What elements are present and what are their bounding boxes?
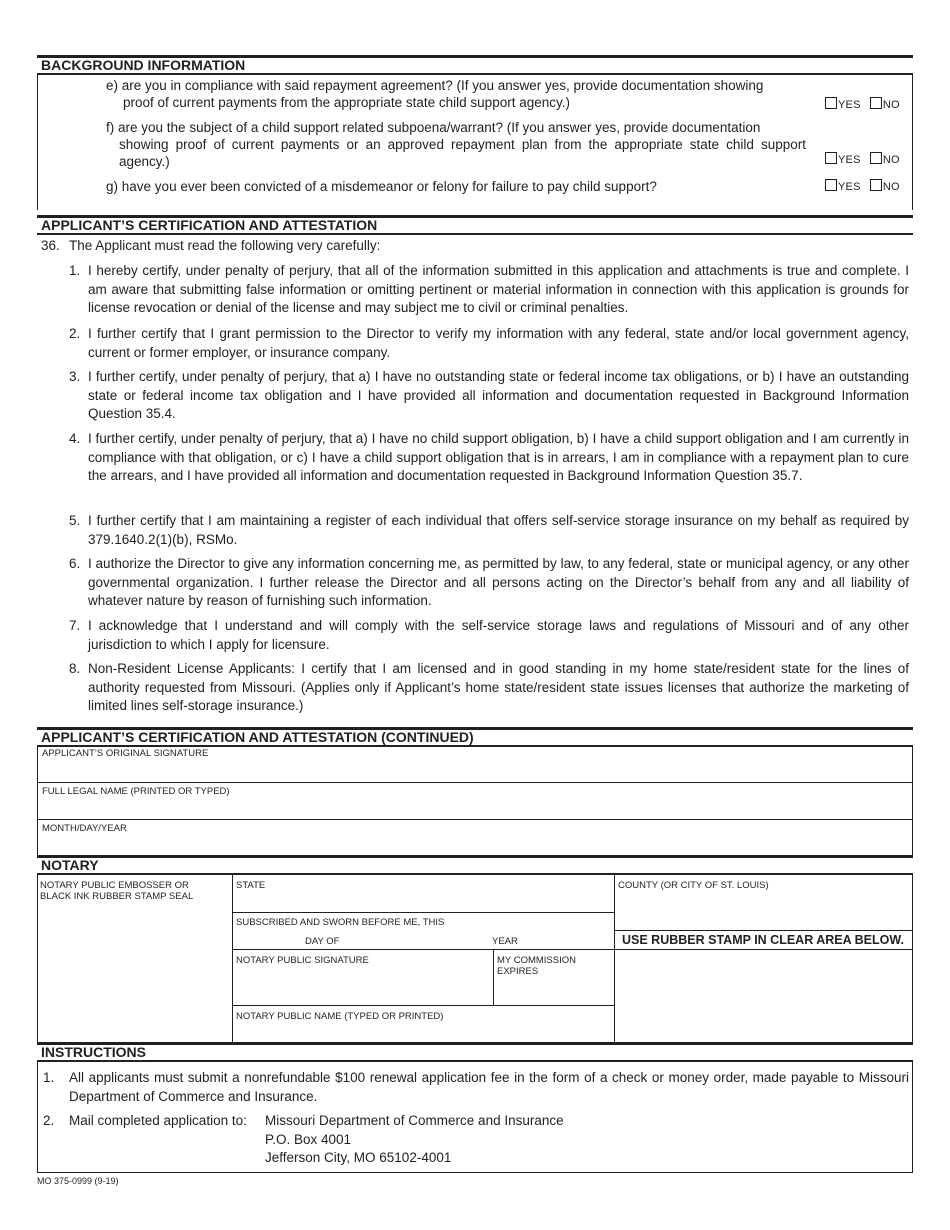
cert-item-5: I further certify that I am maintaining a register of each individual that offers self-service storage insurance on my behalf as required by 379.1640.2(1)(b), RSMo. [88, 513, 909, 547]
commission-label-line: MY COMMISSION [497, 955, 576, 966]
sworn-divider [232, 949, 614, 950]
notary-signature-label: NOTARY PUBLIC SIGNATURE [236, 955, 369, 966]
instructions-right-border [912, 1062, 913, 1172]
notary-signature-field[interactable] [233, 967, 492, 1005]
no-checkbox[interactable] [870, 97, 882, 109]
cert-item-1: I hereby certify, under penalty of perjury, that all of the information submitted in this application and attachments is true and complete. I am aware that submitting false information or omitting pertinent or material information in connection with this application is grounds for license revocation or denial of the license and may subject me to civil or criminal penalties. [88, 263, 909, 316]
cert-item-4: I further certify, under penalty of perjury, that a) I have no child support obligation, b) I have a child support obligation and I am currently in compliance with that obligation, or c) I have a child support obligation that is in arrears, I am in compliance with a repayment plan to cure the arrears, and I have provided all information and documentation requested in Background Information Question 35.7. [88, 431, 909, 484]
question-label: f) [106, 120, 115, 135]
background-right-border [912, 75, 913, 210]
instruction-2-label: Mail completed application to: [69, 1113, 247, 1128]
state-divider [232, 912, 614, 913]
commission-label-line: EXPIRES [497, 966, 539, 977]
no-checkbox[interactable] [870, 179, 882, 191]
cert-item-number: 8. [69, 661, 81, 676]
name-divider [37, 819, 913, 820]
no-label: NO [882, 99, 900, 111]
original-signature-label: APPLICANT’S ORIGINAL SIGNATURE [42, 748, 209, 759]
sworn-label: SUBSCRIBED AND SWORN BEFORE ME, THIS [236, 917, 445, 928]
cert-item-number: 1. [69, 263, 81, 278]
question-f-answer [825, 152, 900, 166]
certification-intro: The Applicant must read the following very carefully: [69, 238, 381, 253]
date-label: MONTH/DAY/YEAR [42, 823, 127, 834]
commission-expires-field[interactable] [494, 980, 613, 1005]
instructions-section-header [37, 1042, 913, 1062]
county-field[interactable] [615, 892, 911, 929]
cert-item-3: I further certify, under penalty of perjury, that a) I have no outstanding state or federal income tax obligations, or b) I have an outstanding state or federal income tax obligation and I have provided all information and documentation requested in Background Information Question 35.4. [88, 369, 909, 422]
notary-header-text: NOTARY [41, 857, 99, 873]
seal-label [40, 880, 193, 902]
question-text: are you in compliance with said repayment agreement? (If you answer yes, provide documentation showing [121, 78, 764, 93]
notary-name-field[interactable] [233, 1023, 613, 1042]
background-left-border [37, 75, 38, 210]
background-question-g [106, 178, 808, 195]
cert-item-number: 5. [69, 513, 81, 528]
signature-divider [37, 782, 913, 783]
form-id: MO 375-0999 (9-19) [37, 1176, 119, 1186]
commission-label [497, 955, 576, 977]
background-section-header [37, 55, 913, 75]
instructions-header-text: INSTRUCTIONS [41, 1044, 146, 1060]
original-signature-field[interactable] [38, 760, 912, 782]
cert-item-7: I acknowledge that I understand and will comply with the self-service storage laws and regulations of Missouri and of any other jurisdiction to which I apply for licensure. [88, 618, 909, 652]
cert-item-8: Non-Resident License Applicants: I certify that I am licensed and in good standing in my home state/resident state for the lines of authority requested from Missouri. (Applies only if Applicant’s home state/resident state issues licenses that authorize the marketing of limited lines self-storage insurance.) [88, 661, 909, 714]
date-field[interactable] [38, 835, 912, 855]
question-number: 36. [41, 238, 60, 253]
cert-item-number: 4. [69, 431, 81, 446]
notary-section-header [37, 855, 913, 875]
yes-checkbox[interactable] [825, 179, 837, 191]
yes-label: YES [838, 181, 861, 193]
seal-label-line: NOTARY PUBLIC EMBOSSER OR [40, 880, 189, 891]
cert-item-number: 2. [69, 326, 81, 341]
question-label: e) [106, 78, 119, 93]
address-line: Missouri Department of Commerce and Insurance [265, 1113, 564, 1128]
mailing-address [265, 1112, 564, 1168]
background-question-f [106, 119, 806, 170]
question-text: are you the subject of a child support related subpoena/warrant? (If you answer yes, provide documentation [118, 120, 761, 135]
question-g-answer [825, 179, 900, 193]
stamp-note-top-line [614, 930, 912, 931]
question-text-cont: showing proof of current payments or an approved repayment plan from the appropriate state child support agency.) [119, 137, 806, 169]
address-line: Jefferson City, MO 65102-4001 [265, 1150, 452, 1165]
instruction-number: 2. [43, 1113, 55, 1128]
notary-right-border [912, 875, 913, 1043]
signature-right-border [912, 747, 913, 857]
yes-checkbox[interactable] [825, 152, 837, 164]
no-label: NO [882, 154, 900, 166]
background-question-e [106, 77, 808, 111]
question-label: g) [106, 179, 119, 194]
question-e-answer [825, 97, 900, 111]
instruction-number: 1. [43, 1070, 55, 1085]
yes-label: YES [838, 99, 861, 111]
signature-section-header [37, 727, 913, 747]
no-label: NO [882, 181, 900, 193]
cert-item-2: I further certify that I grant permission to the Director to verify my information with any federal, state and/or local government agency, current or former employer, or insurance company. [88, 326, 909, 360]
cert-item-6: I authorize the Director to give any information concerning me, as permitted by law, to any federal, state or municipal agency, or any other governmental organization. I further release the Director and all persons acting on the Director’s behalf from any and all liability of whatever nature by reason of furnishing such information. [88, 556, 909, 609]
day-of-label: DAY OF [305, 936, 340, 947]
yes-checkbox[interactable] [825, 97, 837, 109]
notary-signature-divider [232, 1005, 614, 1006]
instructions-bottom-border [37, 1172, 913, 1173]
question-text: have you ever been convicted of a misdemeanor or felony for failure to pay child support? [121, 179, 657, 194]
cert-item-number: 3. [69, 369, 81, 384]
yes-label: YES [838, 154, 861, 166]
rubber-stamp-area[interactable] [615, 950, 911, 1042]
signature-header-text: APPLICANT’S CERTIFICATION AND ATTESTATION (CONTINUED) [41, 729, 474, 745]
instructions-left-border [37, 1062, 38, 1172]
state-label: STATE [236, 880, 266, 891]
stamp-note: USE RUBBER STAMP IN CLEAR AREA BELOW. [622, 933, 904, 947]
seal-label-line: BLACK INK RUBBER STAMP SEAL [40, 891, 194, 902]
full-legal-name-label: FULL LEGAL NAME (PRINTED OR TYPED) [42, 786, 230, 797]
certification-section-header [37, 215, 913, 235]
full-legal-name-field[interactable] [38, 798, 912, 819]
state-field[interactable] [233, 892, 613, 912]
cert-item-number: 6. [69, 556, 81, 571]
background-header-text: BACKGROUND INFORMATION [41, 57, 246, 73]
certification-header-text: APPLICANT’S CERTIFICATION AND ATTESTATION [41, 217, 378, 233]
question-text-cont: proof of current payments from the appropriate state child support agency.) [123, 95, 570, 110]
county-label: COUNTY (OR CITY OF ST. LOUIS) [618, 880, 769, 891]
cert-item-number: 7. [69, 618, 81, 633]
no-checkbox[interactable] [870, 152, 882, 164]
notary-name-label: NOTARY PUBLIC NAME (TYPED OR PRINTED) [236, 1011, 444, 1022]
notary-seal-area[interactable] [38, 905, 231, 1042]
address-line: P.O. Box 4001 [265, 1131, 352, 1147]
year-label: YEAR [492, 936, 518, 947]
instruction-1: All applicants must submit a nonrefundable $100 renewal application fee in the form of a check or money order, made payable to Missouri Department of Commerce and Insurance. [69, 1070, 909, 1104]
